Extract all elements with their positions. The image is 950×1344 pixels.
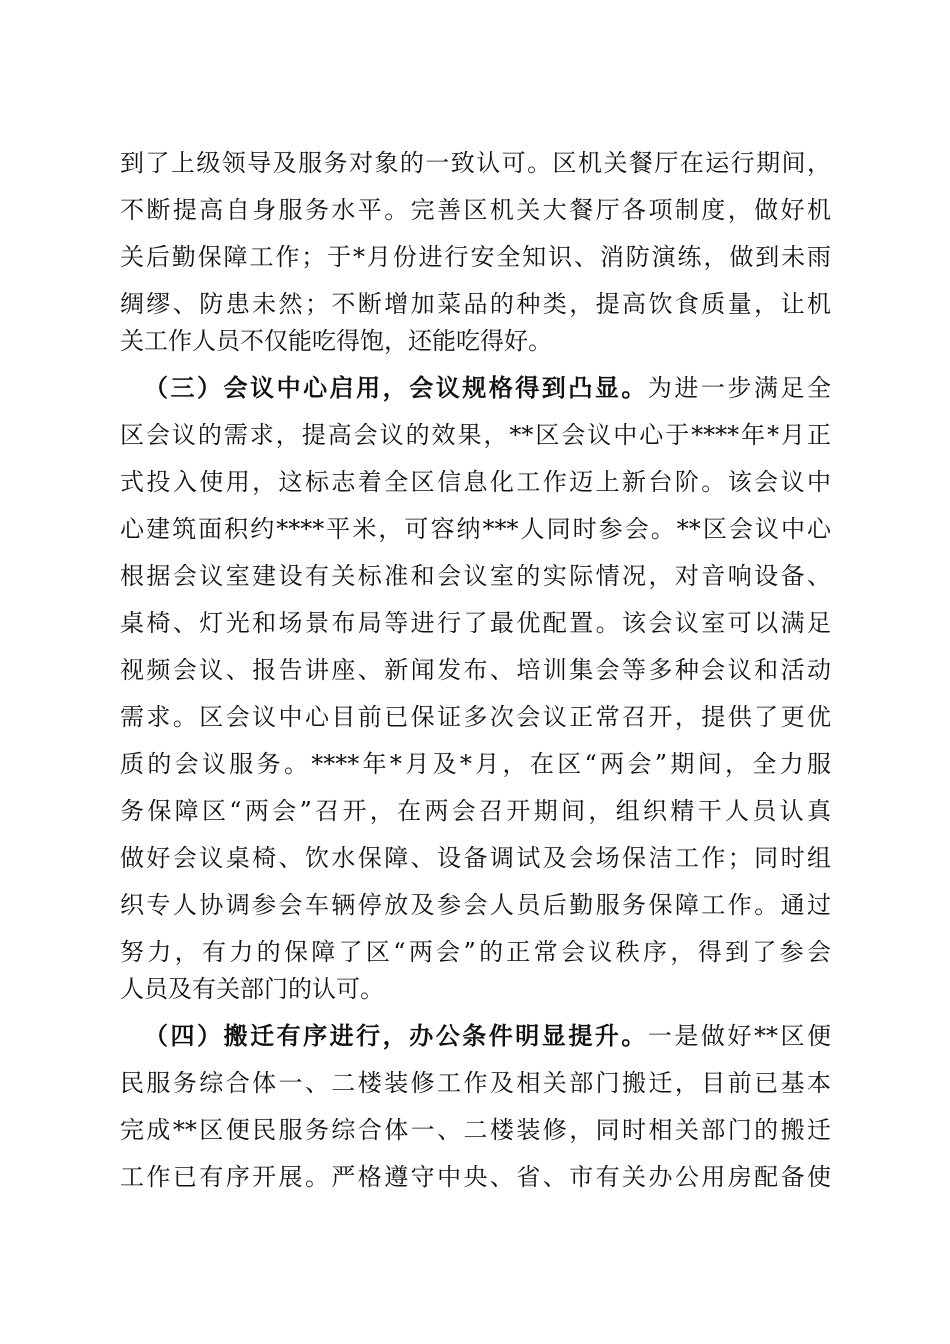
paragraph-line: 人员及有关部门的认可。	[120, 975, 384, 1003]
paragraph-line: 不断提高自身服务水平。完善区机关大餐厅各项制度，做好机	[120, 196, 831, 224]
section-4-lead-text: 一是做好**区便	[647, 1022, 832, 1050]
section-4-first-line	[144, 1016, 831, 1056]
paragraph-line: 质的会议服务。****年*月及*月，在区“两会”期间，全力服	[120, 750, 831, 778]
paragraph-line: 心建筑面积约****平米，可容纳***人同时参会。**区会议中心	[120, 515, 831, 543]
paragraph-line: 根据会议室建设有关标准和会议室的实际情况，对音响设备、	[120, 562, 831, 590]
paragraph-line: 民服务综合体一、二楼装修工作及相关部门搬迁，目前已基本	[120, 1069, 831, 1097]
paragraph-line: 关后勤保障工作；于*月份进行安全知识、消防演练，做到未雨	[120, 243, 831, 271]
paragraph-line: 关工作人员不仅能吃得饱，还能吃得好。	[120, 327, 552, 355]
paragraph-line: 工作已有序开展。严格遵守中央、省、市有关办公用房配备使	[120, 1163, 831, 1191]
paragraph-line: 需求。区会议中心目前已保证多次会议正常召开，提供了更优	[120, 703, 831, 731]
paragraph-line: 务保障区“两会”召开，在两会召开期间，组织精干人员认真	[120, 797, 831, 825]
paragraph-line: 绸缪、防患未然；不断增加菜品的种类，提高饮食质量，让机	[120, 290, 831, 318]
paragraph-line: 到了上级领导及服务对象的一致认可。区机关餐厅在运行期间，	[120, 149, 831, 177]
section-3-first-line	[144, 368, 831, 408]
paragraph-line: 区会议的需求，提高会议的效果，**区会议中心于****年*月正	[120, 421, 831, 449]
paragraph-line: 式投入使用，这标志着全区信息化工作迈上新台阶。该会议中	[120, 468, 831, 496]
paragraph-line: 做好会议桌椅、饮水保障、设备调试及会场保洁工作；同时组	[120, 844, 831, 872]
paragraph-line: 视频会议、报告讲座、新闻发布、培训集会等多种会议和活动	[120, 656, 831, 684]
paragraph-line: 努力，有力的保障了区“两会”的正常会议秩序，得到了参会	[120, 938, 831, 966]
paragraph-line: 织专人协调参会车辆停放及参会人员后勤服务保障工作。通过	[120, 891, 831, 919]
paragraph-line: 完成**区便民服务综合体一、二楼装修，同时相关部门的搬迁	[120, 1116, 831, 1144]
section-3-heading: （三）会议中心启用，会议规格得到凸显。	[144, 374, 648, 402]
section-4-heading: （四）搬迁有序进行，办公条件明显提升。	[144, 1022, 648, 1050]
paragraph-line: 桌椅、灯光和场景布局等进行了最优配置。该会议室可以满足	[120, 609, 831, 637]
section-3-lead-text: 为进一步满足全	[647, 374, 832, 402]
